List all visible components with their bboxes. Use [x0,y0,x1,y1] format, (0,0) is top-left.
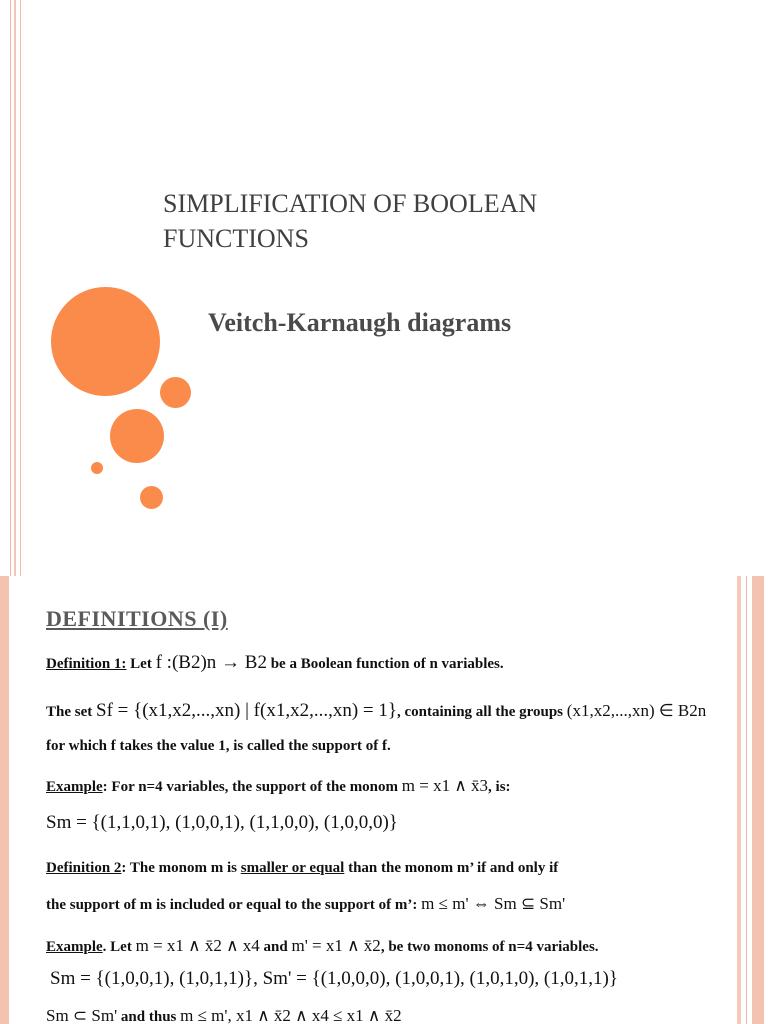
example-text: , be two monoms of n=4 variables. [380,939,599,955]
example-text: . Let [102,939,136,955]
decorative-stripe [20,0,21,576]
decorative-circle-large [51,287,160,396]
decorative-border-left [0,576,9,1024]
example-2 [46,936,599,956]
definition-text: the support of m is included or equal to the support of m’: [46,897,422,913]
slide-subtitle: Veitch-Karnaugh diagrams [208,308,512,337]
definition-label: Definition 2 [46,860,122,876]
formula: f :(B2)n → B2 [155,652,267,673]
definition-emphasis: smaller or equal [240,860,345,876]
decorative-stripe [10,0,11,576]
slide-title: SIMPLIFICATION OF BOOLEAN FUNCTIONS [163,189,538,253]
decorative-circle-medium [110,409,164,463]
decorative-stripe-right [746,576,747,1024]
formula: m' = x1 ∧ x̄2 [291,936,381,955]
example-text: and [259,939,292,955]
formula: Sf = {(x1,x2,...,xn) | f(x1,x2,...,xn) = 1} [96,700,398,721]
support-definition-tail: for which f takes the value 1, is called the support of f. [46,738,391,754]
support-sets-formula: Sm = {(1,0,0,1), (1,0,1,1)}, Sm' = {(1,0,0,0), (1,0,0,1), (1,0,1,0), (1,0,1,1)} [50,968,618,989]
formula: m ≤ m', x1 ∧ x̄2 ∧ x4 ≤ x1 ∧ x̄2 [180,1006,402,1024]
section-heading: DEFINITIONS (I) [46,606,228,631]
example-text: , is: [488,779,511,795]
definition-text: than the monom m’ if and only if [344,860,559,876]
formula: m = x1 ∧ x̄3 [401,776,489,795]
conclusion-line [46,1006,402,1024]
definition-text: : The monom m is [121,860,241,876]
definition-text: The set [46,704,96,720]
support-definition [46,700,706,722]
decorative-stripe-right [737,576,741,1024]
example-text: : For n=4 variables, the support of the monom [102,779,402,795]
definition-2-line-2 [46,894,565,914]
definitions-slide [0,576,768,1024]
formula: m ≤ m' ⇔ Sm ⊆ Sm' [421,894,566,913]
decorative-circle-small [160,377,191,408]
example-label: Example [46,779,103,795]
formula: (x1,x2,...,xn) ∈ B2n [566,701,707,720]
definition-text: , containing all the groups [397,704,567,720]
formula: m = x1 ∧ x̄2 ∧ x4 [135,936,260,955]
support-set-formula: Sm = {(1,1,0,1), (1,0,0,1), (1,1,0,0), (1,0,0,0)} [46,812,398,833]
definition-label: Definition 1: [46,656,127,672]
decorative-circle-tiny [91,462,103,474]
definition-text: Let [126,656,156,672]
decorative-circle-small [140,486,163,509]
definition-1 [46,652,504,674]
formula: Sm ⊂ Sm' [46,1006,118,1024]
definition-text: be a Boolean function of n variables. [266,656,504,672]
example-label: Example [46,939,103,955]
definition-2 [46,860,558,877]
decorative-stripe [14,0,16,576]
example-text: and thus [117,1009,181,1024]
example-1 [46,776,511,796]
decorative-stripe-right [752,576,764,1024]
